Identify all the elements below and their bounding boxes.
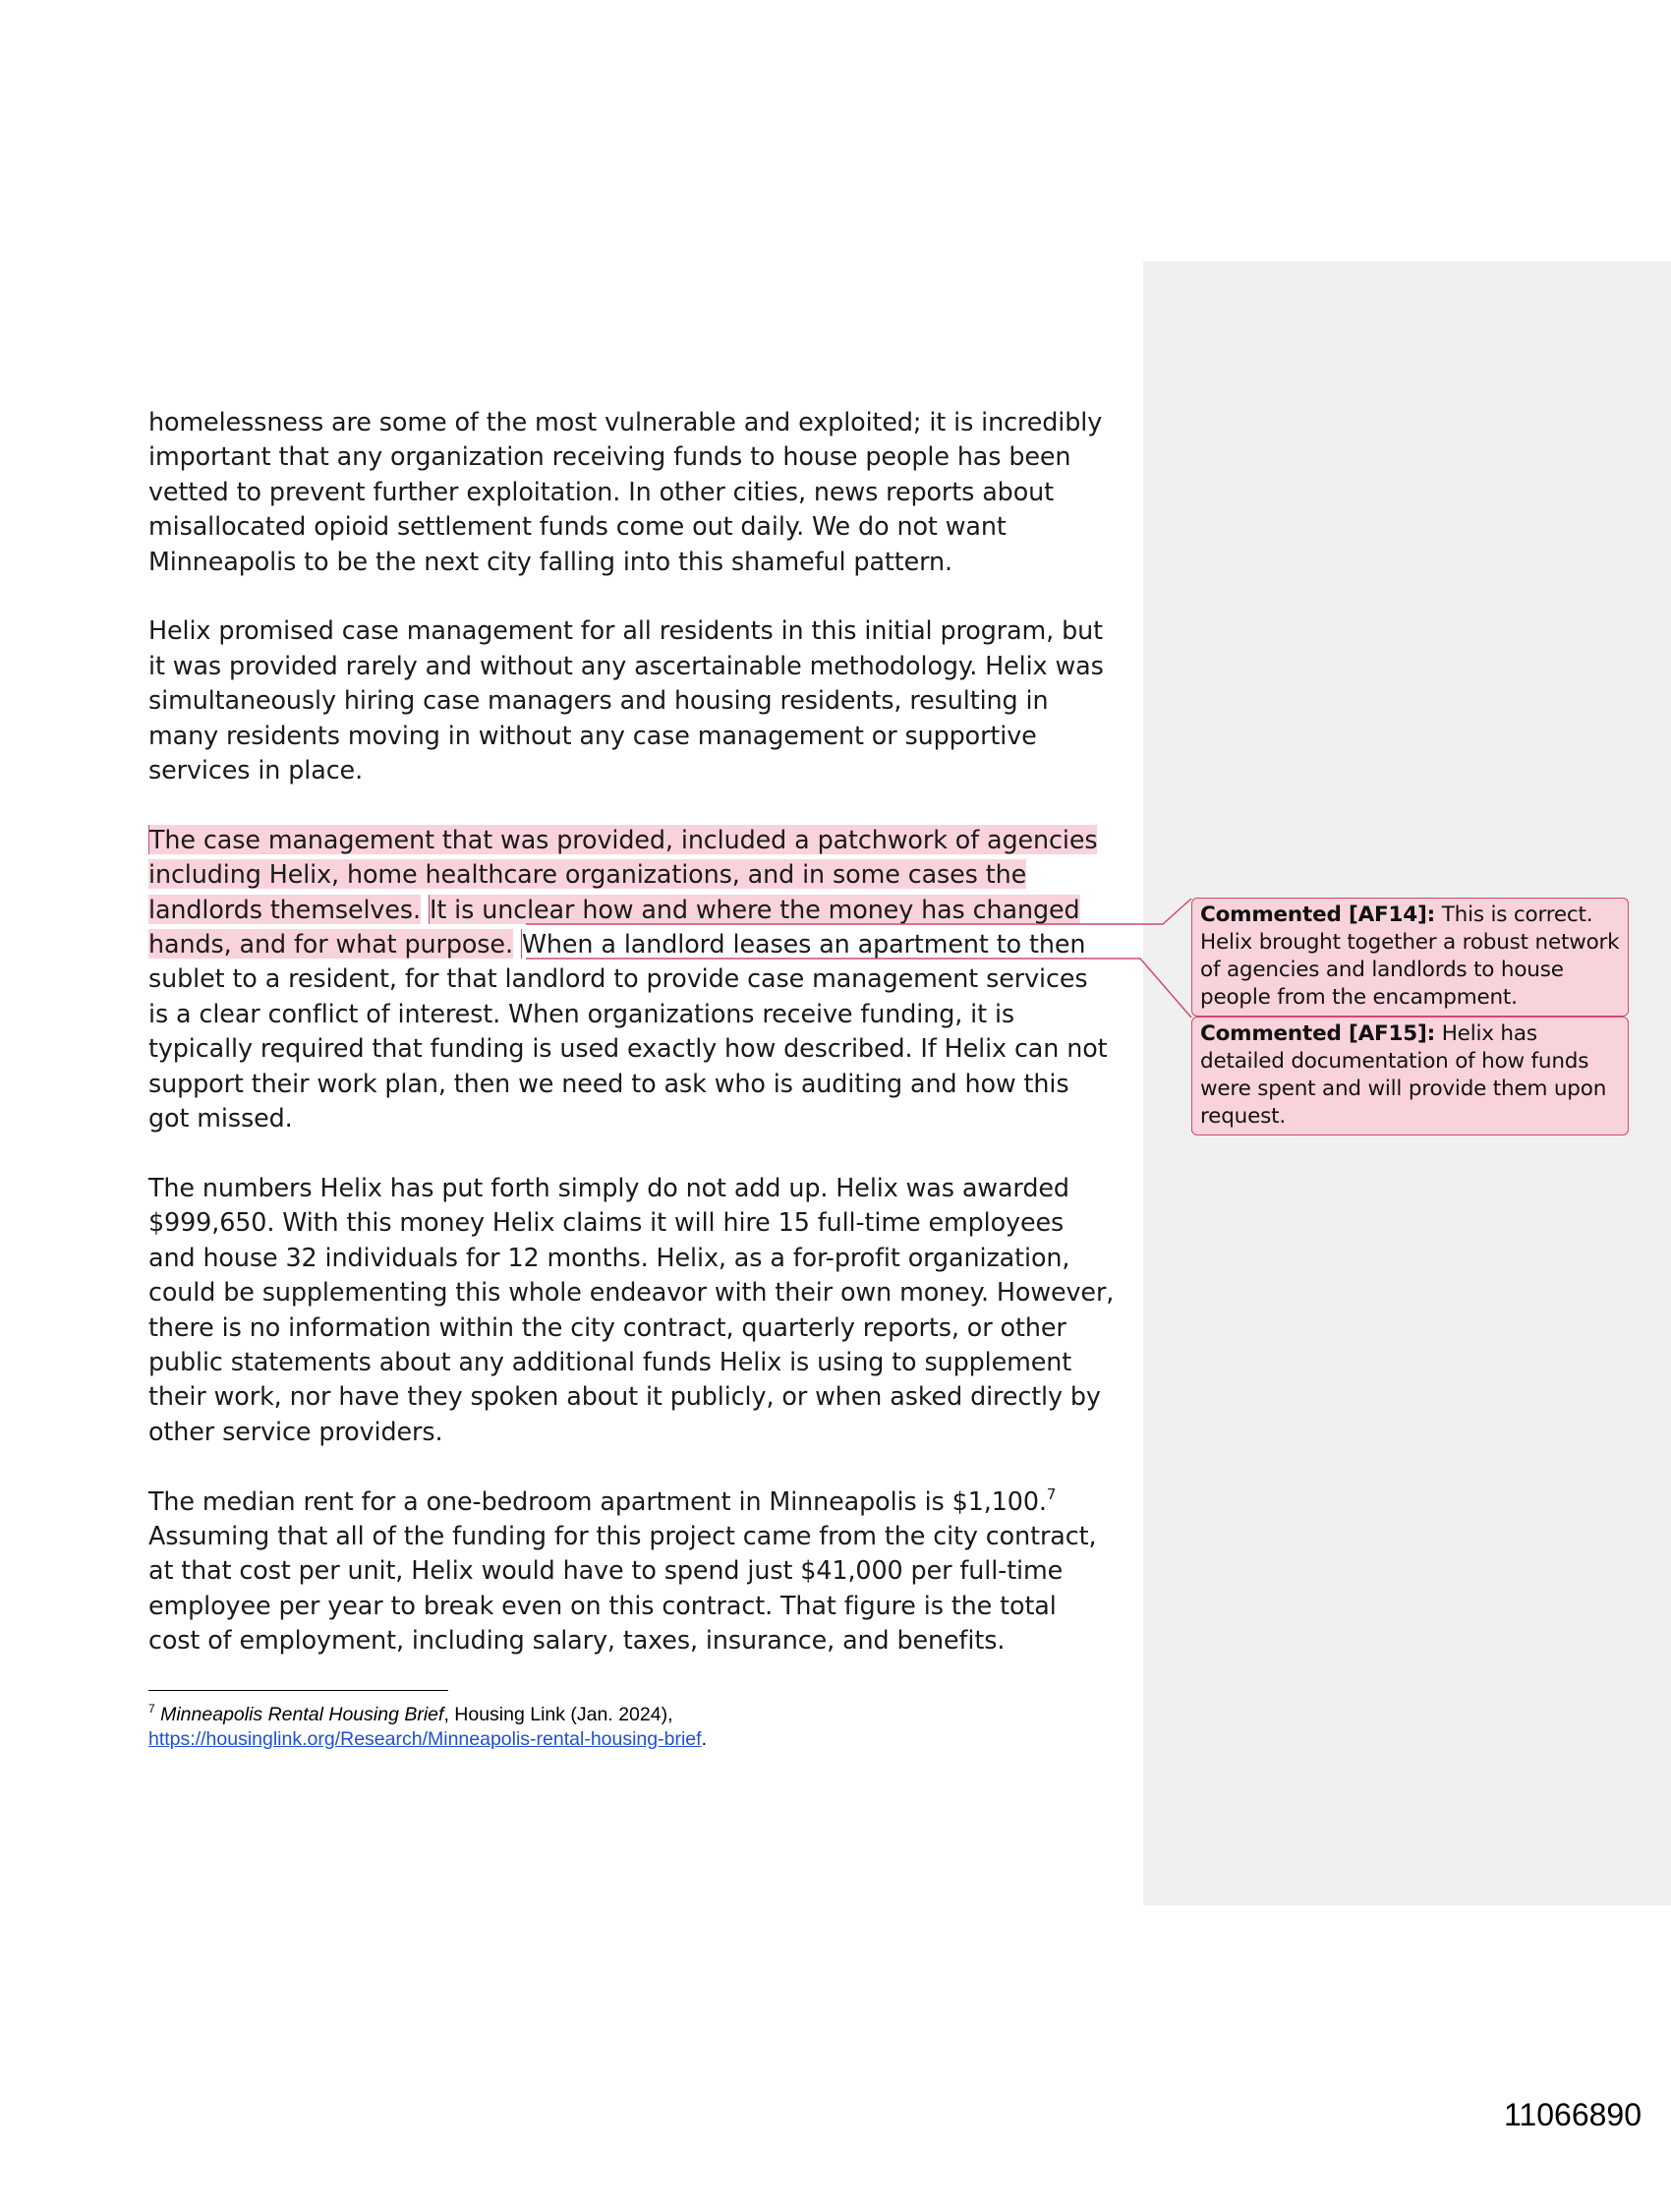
paragraph-2 bbox=[148, 613, 1122, 787]
text-line: $999,650. With this money Helix claims it will hire 15 full-time employees bbox=[148, 1207, 1065, 1238]
footnote-title: Minneapolis Rental Housing Brief bbox=[160, 1704, 444, 1725]
footnote-line bbox=[148, 1703, 1112, 1727]
text-line: got missed. bbox=[148, 1103, 293, 1134]
text-line bbox=[148, 857, 1122, 892]
footnote-source: , Housing Link (Jan. 2024), bbox=[443, 1704, 673, 1725]
comment-af14[interactable] bbox=[1191, 898, 1629, 1017]
text-line: many residents moving in without any case management or supportive bbox=[148, 720, 1037, 750]
text-line: their work, nor have they spoken about it publicly, or when asked directly by bbox=[148, 1381, 1101, 1412]
footnote-reference[interactable]: 7 bbox=[1046, 1484, 1057, 1503]
text-line: support their work plan, then we need to ask who is auditing and how this bbox=[148, 1068, 1069, 1098]
footnote-link[interactable]: https://housinglink.org/Research/Minneapolis-rental-housing-brief bbox=[148, 1728, 702, 1750]
text-line: simultaneously hiring case managers and housing residents, resulting in bbox=[148, 685, 1049, 716]
footnote-number: 7 bbox=[148, 1702, 155, 1716]
text-line bbox=[148, 927, 1122, 961]
text-line: vetted to prevent further exploitation. In other cities, news reports about bbox=[148, 476, 1054, 506]
comment-text: Helix has detailed documentation of how funds were spent and will provide them upon request. bbox=[1200, 1021, 1607, 1129]
text-line: public statements about any additional funds Helix is using to supplement bbox=[148, 1346, 1072, 1376]
text-line: typically required that funding is used exactly how described. If Helix can not bbox=[148, 1033, 1108, 1064]
text-line: could be supplementing this whole endeavor with their own money. However, bbox=[148, 1277, 1115, 1308]
commented-text-af14[interactable]: The case management that was provided, included a patchwork of agencies bbox=[149, 824, 1098, 854]
text-line: is a clear conflict of interest. When organizations receive funding, it is bbox=[148, 998, 1015, 1028]
commented-text-af14[interactable]: including Helix, home healthcare organizations, and in some cases the bbox=[148, 859, 1027, 890]
text-line: services in place. bbox=[148, 755, 364, 786]
paragraph-4 bbox=[148, 1171, 1122, 1449]
document-body bbox=[148, 405, 1122, 1693]
text-line: at that cost per unit, Helix would have to spend just $41,000 per full-time bbox=[148, 1555, 1064, 1586]
footnote-separator bbox=[148, 1690, 448, 1691]
comment-af15[interactable] bbox=[1191, 1017, 1629, 1135]
text-line: employee per year to break even on this contract. That figure is the total bbox=[148, 1590, 1057, 1620]
page-id: 11066890 bbox=[1504, 2097, 1642, 2132]
text-line: sublet to a resident, for that landlord to provide case management services bbox=[148, 963, 1088, 994]
text-line: The numbers Helix has put forth simply do not add up. Helix was awarded bbox=[148, 1172, 1069, 1202]
text-line: misallocated opioid settlement funds come out daily. We do not want bbox=[148, 511, 1007, 542]
text-span: When a landlord leases an apartment to then bbox=[521, 929, 1086, 960]
footnote-end: . bbox=[701, 1728, 707, 1750]
comment-label: Commented [AF14]: bbox=[1200, 902, 1436, 927]
paragraph-1 bbox=[148, 405, 1122, 579]
commented-text-af15[interactable]: It is unclear how and where the money has changed bbox=[429, 894, 1080, 924]
text-line: it was provided rarely and without any ascertainable methodology. Helix was bbox=[148, 650, 1104, 680]
paragraph-3 bbox=[148, 823, 1122, 1136]
text-line bbox=[148, 893, 1122, 927]
text-line: important that any organization receiving funds to house people has been bbox=[148, 441, 1071, 472]
commented-text-af14[interactable]: landlords themselves. bbox=[148, 894, 421, 924]
footnote bbox=[148, 1703, 1112, 1752]
comment-text: This is correct. Helix brought together a robust network of agencies and landlords to house people from the encampment. bbox=[1200, 902, 1620, 1010]
text-line: there is no information within the city contract, quarterly reports, or other bbox=[148, 1311, 1066, 1342]
text-line: Minneapolis to be the next city falling into this shameful pattern. bbox=[148, 546, 952, 576]
text-span: The median rent for a one-bedroom apartment in Minneapolis is $1,100. bbox=[148, 1485, 1047, 1516]
text-line bbox=[148, 1484, 1122, 1519]
text-line: other service providers. bbox=[148, 1416, 443, 1446]
paragraph-5 bbox=[148, 1484, 1122, 1659]
text-line: cost of employment, including salary, taxes, insurance, and benefits. bbox=[148, 1625, 1006, 1656]
text-line bbox=[148, 823, 1122, 857]
comment-label: Commented [AF15]: bbox=[1200, 1021, 1436, 1046]
footnote-line bbox=[148, 1727, 1112, 1752]
text-line: Assuming that all of the funding for this project came from the city contract, bbox=[148, 1520, 1097, 1550]
commented-text-af15[interactable]: hands, and for what purpose. bbox=[148, 929, 513, 960]
text-line: and house 32 individuals for 12 months. Helix, as a for-profit organization, bbox=[148, 1242, 1070, 1272]
text-line: Helix promised case management for all residents in this initial program, but bbox=[148, 615, 1103, 646]
text-line: homelessness are some of the most vulnerable and exploited; it is incredibly bbox=[148, 407, 1103, 437]
